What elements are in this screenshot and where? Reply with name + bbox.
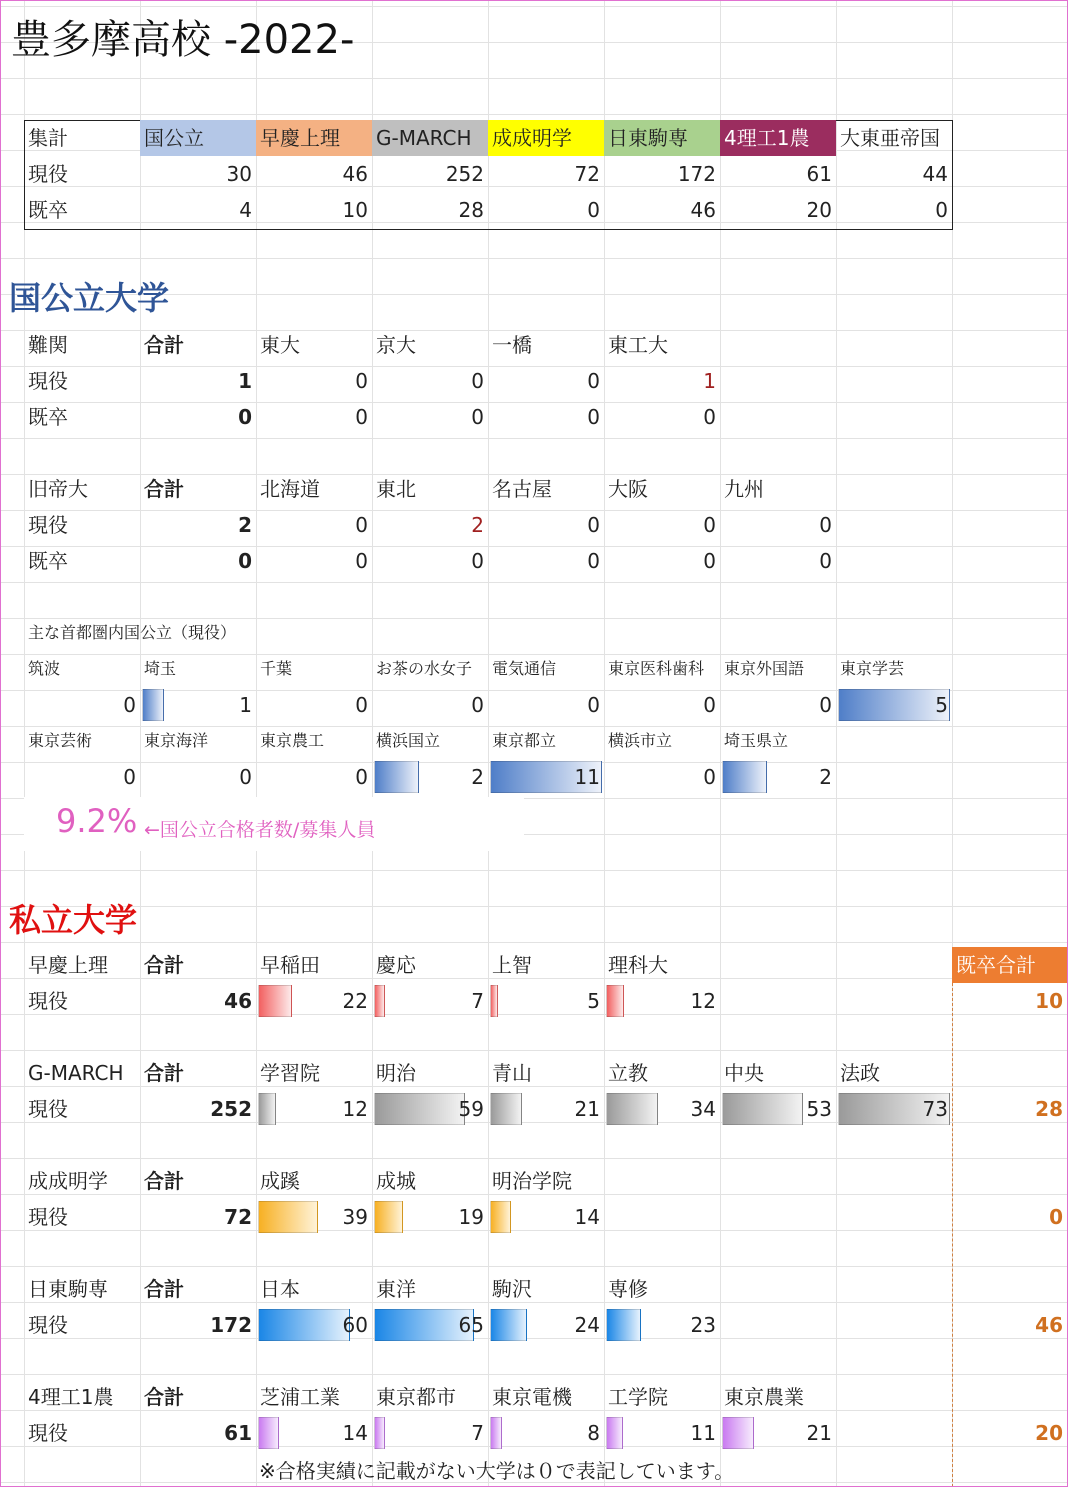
row-label: 既卒 [28, 405, 68, 429]
value-cell: 0 [819, 513, 832, 537]
value-cell: 0 [123, 693, 136, 717]
value-cell: 44 [922, 162, 948, 186]
metro-caption: 主な首都圏内国公立（現役） [28, 623, 237, 642]
data-bar [374, 985, 385, 1017]
group-label: 旧帝大 [28, 477, 88, 501]
univ-name: 東京海洋 [144, 731, 209, 750]
univ-name: 東京外国語 [724, 659, 805, 678]
value-cell: 4 [239, 198, 252, 222]
univ-name [836, 1055, 952, 1091]
value-cell [604, 1091, 720, 1127]
data-bar [258, 1201, 318, 1233]
total-label [140, 1163, 256, 1199]
univ-name [488, 1271, 604, 1307]
total-value-text: 72 [224, 1205, 252, 1229]
data-bar [490, 1201, 511, 1233]
value-cell: 2 [372, 759, 488, 795]
total-label: 合計 [144, 333, 184, 357]
row-label-text: 現役 [28, 1313, 68, 1337]
value-cell: 30 [226, 162, 252, 186]
univ-name-text: 慶応 [376, 953, 416, 977]
total-value: 0 [238, 549, 252, 573]
value-cell: 0 [355, 765, 368, 789]
row-label [24, 1091, 140, 1127]
univ-name: 名古屋 [492, 477, 552, 501]
value-cell: 172 [677, 162, 716, 186]
value-cell: 0 [355, 369, 368, 393]
row-label: 既卒 [28, 549, 68, 573]
total-label-text: 合計 [144, 1169, 184, 1193]
group-label-text: 日東駒専 [28, 1277, 108, 1301]
total-label-text: 合計 [144, 1061, 184, 1085]
value-cell [488, 1307, 604, 1343]
value-text: 14 [342, 1421, 368, 1445]
univ-name [604, 1055, 720, 1091]
univ-name [604, 947, 720, 983]
group-label [24, 1055, 140, 1091]
kisotsu-total-text: 28 [1035, 1097, 1063, 1121]
value-text: 22 [342, 989, 368, 1013]
group-label-text: G-MARCH [28, 1061, 124, 1085]
kisotsu-total-header: 既卒合計 [952, 947, 1067, 983]
value-cell [256, 1199, 372, 1235]
univ-name: 北海道 [260, 477, 320, 501]
total-value: 0 [238, 405, 252, 429]
univ-name: 横浜市立 [608, 731, 673, 750]
value-cell [256, 1091, 372, 1127]
value-cell: 0 [703, 513, 716, 537]
value-cell: 0 [587, 405, 600, 429]
univ-name [372, 1163, 488, 1199]
univ-name-text: 専修 [608, 1277, 648, 1301]
univ-name [488, 1379, 604, 1415]
value-text: 21 [574, 1097, 600, 1121]
value-cell: 0 [819, 549, 832, 573]
value-text: 24 [574, 1313, 600, 1337]
kisotsu-column-divider [952, 983, 953, 1487]
value-cell: 20 [806, 198, 832, 222]
univ-name [488, 1055, 604, 1091]
value-text: 8 [587, 1421, 600, 1445]
value-cell: 0 [703, 405, 716, 429]
univ-name [256, 1163, 372, 1199]
total-value [140, 1199, 256, 1235]
univ-name-text: 明治 [376, 1061, 416, 1085]
value-cell [372, 1415, 488, 1451]
value-text: 11 [690, 1421, 716, 1445]
value-cell [604, 1415, 720, 1451]
kisotsu-total [952, 1307, 1067, 1343]
value-cell: 5 [836, 687, 952, 723]
value-cell [488, 1091, 604, 1127]
data-bar [490, 1093, 522, 1125]
univ-name: お茶の水女子 [376, 659, 473, 678]
univ-name [256, 1055, 372, 1091]
value-cell: 2 [720, 759, 836, 795]
value-text: 14 [574, 1205, 600, 1229]
value-text: 39 [342, 1205, 368, 1229]
ratio-block [24, 797, 524, 851]
value-cell: 10 [342, 198, 368, 222]
kisotsu-total [952, 1091, 1067, 1127]
data-bar [606, 1093, 658, 1125]
univ-name-text: 青山 [492, 1061, 532, 1085]
total-label-text: 合計 [144, 953, 184, 977]
ratio-note: ←国公立合格者数/募集人員 [144, 819, 376, 841]
univ-name [372, 947, 488, 983]
total-value [140, 1307, 256, 1343]
value-cell: 11 [488, 759, 604, 795]
total-value: 2 [238, 513, 252, 537]
univ-name: 京大 [376, 333, 416, 357]
data-bar [490, 985, 498, 1017]
data-bar [490, 1309, 527, 1341]
value-text: 65 [458, 1313, 484, 1337]
value-text: 21 [806, 1421, 832, 1445]
summary-header-cell: 集計 [28, 126, 68, 150]
total-value-text: 172 [210, 1313, 252, 1337]
univ-name: 東京芸術 [28, 731, 93, 750]
value-cell: 2 [471, 513, 484, 537]
total-label [140, 1055, 256, 1091]
value-cell [488, 1199, 604, 1235]
data-bar [258, 1309, 350, 1341]
summary-header-cell: 日東駒専 [604, 120, 720, 156]
value-cell: 0 [703, 693, 716, 717]
group-label [24, 1271, 140, 1307]
univ-name: 東京学芸 [840, 659, 905, 678]
value-cell [720, 1091, 836, 1127]
row-label [24, 1199, 140, 1235]
value-cell: 0 [935, 198, 948, 222]
summary-header-cell: 国公立 [140, 120, 256, 156]
data-bar [838, 689, 950, 721]
value-text: 7 [471, 1421, 484, 1445]
univ-name-text: 明治学院 [492, 1169, 572, 1193]
value-text: 53 [806, 1097, 832, 1121]
value-cell [372, 983, 488, 1019]
data-bar [722, 761, 767, 793]
value-cell: 46 [690, 198, 716, 222]
value-cell: 0 [471, 405, 484, 429]
row-label-text: 現役 [28, 1421, 68, 1445]
value-cell: 28 [458, 198, 484, 222]
univ-name-text: 東京電機 [492, 1385, 572, 1409]
data-bar [142, 689, 164, 721]
value-cell [372, 1307, 488, 1343]
data-bar [606, 1309, 641, 1341]
value-cell: 0 [587, 369, 600, 393]
value-text: 60 [342, 1313, 368, 1337]
univ-name: 東大 [260, 333, 300, 357]
data-bar [606, 985, 624, 1017]
kisotsu-total-text: 0 [1049, 1205, 1063, 1229]
univ-name-text: 理科大 [608, 953, 668, 977]
data-bar [490, 1417, 502, 1449]
value-cell [256, 1415, 372, 1451]
univ-name [720, 1379, 836, 1415]
row-label [24, 1307, 140, 1343]
group-label-text: 成成明学 [28, 1169, 108, 1193]
total-label [140, 1379, 256, 1415]
group-label [24, 947, 140, 983]
univ-name: 埼玉 [144, 659, 177, 678]
data-bar [258, 985, 292, 1017]
univ-name-text: 東京農業 [724, 1385, 804, 1409]
value-cell: 0 [587, 198, 600, 222]
kisotsu-total [952, 983, 1067, 1019]
univ-name-text: 早稲田 [260, 953, 320, 977]
summary-header-cell: G-MARCH [372, 120, 488, 156]
value-cell: 1 [703, 369, 716, 393]
univ-name [720, 1055, 836, 1091]
univ-name [488, 1163, 604, 1199]
ratio-value: 9.2% [56, 802, 138, 840]
footnote: ※合格実績に記載がない大学は０で表記しています。 [259, 1459, 735, 1483]
univ-name: 東京農工 [260, 731, 325, 750]
data-bar [722, 1417, 754, 1449]
summary-header-cell: 早慶上理 [256, 120, 372, 156]
row-label: 現役 [28, 513, 68, 537]
value-cell: 61 [806, 162, 832, 186]
univ-name-text: 成蹊 [260, 1169, 300, 1193]
value-cell: 0 [587, 549, 600, 573]
value-cell: 46 [342, 162, 368, 186]
value-cell: 0 [703, 549, 716, 573]
univ-name [372, 1055, 488, 1091]
univ-name-text: 上智 [492, 953, 532, 977]
value-cell: 0 [587, 693, 600, 717]
univ-name [372, 1379, 488, 1415]
value-cell [488, 983, 604, 1019]
data-bar [374, 1417, 385, 1449]
univ-name: 電気通信 [492, 659, 557, 678]
value-cell [604, 1307, 720, 1343]
total-value [140, 983, 256, 1019]
total-value [140, 1415, 256, 1451]
univ-name: 東京医科歯科 [608, 659, 705, 678]
summary-header-cell: 4理工1農 [720, 120, 836, 156]
value-cell [836, 1091, 952, 1127]
value-cell: 0 [587, 513, 600, 537]
value-text: 73 [922, 1097, 948, 1121]
value-cell: 0 [355, 549, 368, 573]
univ-name [604, 1271, 720, 1307]
univ-name: 東京都立 [492, 731, 557, 750]
kisotsu-total-text: 20 [1035, 1421, 1063, 1445]
univ-name: 東工大 [608, 333, 668, 357]
total-value-text: 46 [224, 989, 252, 1013]
row-label-text: 現役 [28, 989, 68, 1013]
value-cell: 0 [471, 693, 484, 717]
value-cell: 0 [355, 513, 368, 537]
value-cell: 1 [140, 687, 256, 723]
univ-name-text: 学習院 [260, 1061, 320, 1085]
total-label-text: 合計 [144, 1385, 184, 1409]
group-label: 難関 [28, 333, 68, 357]
group-label-text: 早慶上理 [28, 953, 108, 977]
value-cell [372, 1091, 488, 1127]
univ-name: 埼玉県立 [724, 731, 789, 750]
total-label [140, 1271, 256, 1307]
summary-header-cell: 成成明学 [488, 120, 604, 156]
value-text: 59 [458, 1097, 484, 1121]
univ-name [488, 947, 604, 983]
row-label: 現役 [28, 162, 68, 186]
kisotsu-total [952, 1415, 1067, 1451]
value-cell [256, 983, 372, 1019]
value-text: 5 [587, 989, 600, 1013]
value-cell: 0 [123, 765, 136, 789]
value-cell [720, 1415, 836, 1451]
total-value [140, 1091, 256, 1127]
total-value: 1 [238, 369, 252, 393]
value-text: 19 [458, 1205, 484, 1229]
data-bar [722, 1093, 803, 1125]
univ-name-text: 東洋 [376, 1277, 416, 1301]
value-cell: 72 [574, 162, 600, 186]
row-label-text: 現役 [28, 1205, 68, 1229]
row-label: 既卒 [28, 198, 68, 222]
total-label: 合計 [144, 477, 184, 501]
univ-name: 筑波 [28, 659, 61, 678]
value-cell: 0 [703, 765, 716, 789]
data-bar [606, 1417, 623, 1449]
row-label-text: 現役 [28, 1097, 68, 1121]
data-bar [374, 1093, 465, 1125]
data-bar [258, 1417, 279, 1449]
value-cell: 0 [819, 693, 832, 717]
univ-name-text: 日本 [260, 1277, 300, 1301]
value-text: 34 [690, 1097, 716, 1121]
univ-name-text: 法政 [840, 1061, 880, 1085]
univ-name-text: 駒沢 [492, 1277, 532, 1301]
value-cell [604, 983, 720, 1019]
univ-name-text: 工学院 [608, 1385, 668, 1409]
section-title-private: 私立大学 [9, 901, 138, 939]
row-label [24, 1415, 140, 1451]
data-bar [258, 1093, 276, 1125]
summary-header-cell: 大東亜帝国 [840, 126, 940, 150]
total-label-text: 合計 [144, 1277, 184, 1301]
univ-name: 大阪 [608, 477, 648, 501]
univ-name [604, 1379, 720, 1415]
univ-name: 東北 [376, 477, 416, 501]
value-cell: 0 [355, 693, 368, 717]
group-label-text: 4理工1農 [28, 1385, 114, 1409]
group-label [24, 1379, 140, 1415]
value-text: 12 [690, 989, 716, 1013]
value-cell [372, 1199, 488, 1235]
value-text: 23 [690, 1313, 716, 1337]
kisotsu-total-text: 46 [1035, 1313, 1063, 1337]
row-label [24, 983, 140, 1019]
univ-name: 千葉 [260, 659, 293, 678]
group-label [24, 1163, 140, 1199]
univ-name [256, 947, 372, 983]
row-label: 現役 [28, 369, 68, 393]
kisotsu-total-text: 10 [1035, 989, 1063, 1013]
univ-name: 横浜国立 [376, 731, 441, 750]
total-value-text: 252 [210, 1097, 252, 1121]
value-cell: 0 [239, 765, 252, 789]
value-cell [256, 1307, 372, 1343]
univ-name-text: 芝浦工業 [260, 1385, 340, 1409]
value-cell: 0 [355, 405, 368, 429]
value-cell: 252 [445, 162, 484, 186]
univ-name [256, 1379, 372, 1415]
kisotsu-total [952, 1199, 1067, 1235]
univ-name-text: 立教 [608, 1061, 648, 1085]
univ-name [372, 1271, 488, 1307]
total-value-text: 61 [224, 1421, 252, 1445]
value-text: 7 [471, 989, 484, 1013]
univ-name [256, 1271, 372, 1307]
data-bar [374, 761, 419, 793]
univ-name-text: 東京都市 [376, 1385, 456, 1409]
value-text: 12 [342, 1097, 368, 1121]
total-label [140, 947, 256, 983]
value-cell [488, 1415, 604, 1451]
univ-name-text: 中央 [724, 1061, 764, 1085]
value-cell: 0 [471, 369, 484, 393]
univ-name-text: 成城 [376, 1169, 416, 1193]
section-title-national: 国公立大学 [9, 279, 170, 317]
value-cell: 0 [471, 549, 484, 573]
page-title: 豊多摩高校 -2022- [11, 17, 355, 63]
data-bar [374, 1201, 403, 1233]
univ-name: 一橋 [492, 333, 532, 357]
univ-name: 九州 [724, 477, 764, 501]
